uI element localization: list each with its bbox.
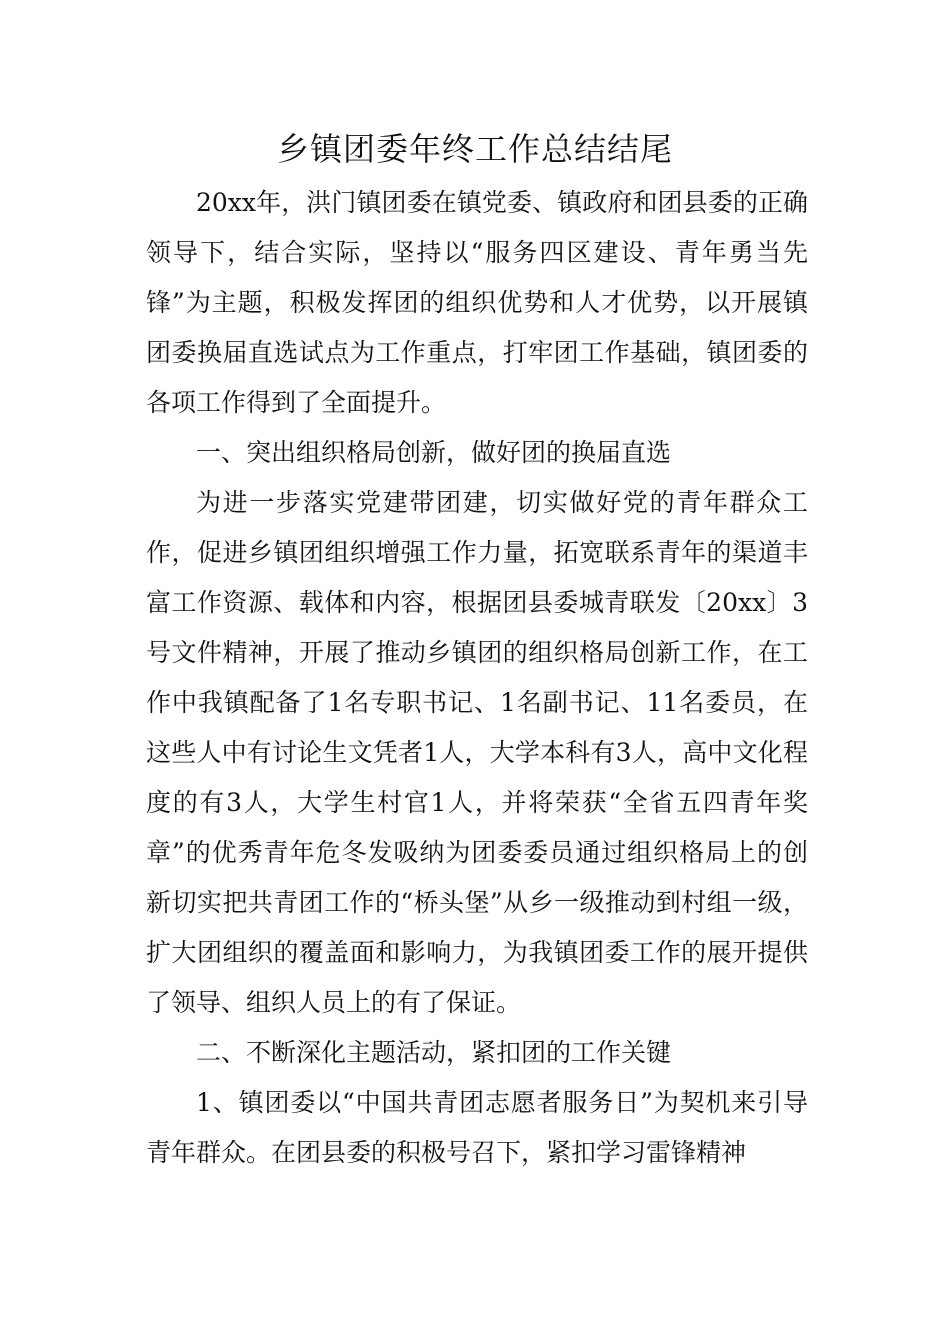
section-heading-1: 一、突出组织格局创新，做好团的换届直选 [196, 438, 672, 467]
section-heading-2: 二、不断深化主题活动，紧扣团的工作关键 [196, 1038, 672, 1067]
paragraph-intro: 20xx年，洪门镇团委在镇党委、镇政府和团县委的正确领导下，结合实际，坚持以“服务四区建设、青年勇当先锋”为主题，积极发挥团的组织优势和人才优势，以开展镇团委换届直选试点为工作重点，打牢团工作基础，镇团委的各项工作得到了全面提升。 [146, 188, 808, 417]
document-title: 乡镇团委年终工作总结结尾 [276, 130, 673, 168]
paragraph-section-1: 为进一步落实党建带团建，切实做好党的青年群众工作，促进乡镇团组织增强工作力量，拓宽联系青年的渠道丰富工作资源、载体和内容，根据团县委城青联发〔20xx〕3 号文件精神，开展了推动乡镇团的组织格局创新工作，在工作中我镇配备了1名专职书记、1名副书记、11名委员，在这些人中有讨论生文凭者1人，大学本科有3人，高中文化程度的有3人，大学生村官1人，并将荣获“全省五四青年奖章”的优秀青年危冬发吸纳为团委委员通过组织格局上的创新切实把共青团工作的“桥头堡”从乡一级推动到村组一级，扩大团组织的覆盖面和影响力，为我镇团委工作的展开提供了领导、组织人员上的有了保证。 [146, 488, 808, 1017]
document-body [146, 178, 808, 1178]
paragraph-section-2-item-1: 1、镇团委以“中国共青团志愿者服务日”为契机来引导青年群众。在团县委的积极号召下，紧扣学习雷锋精神 [146, 1088, 808, 1167]
